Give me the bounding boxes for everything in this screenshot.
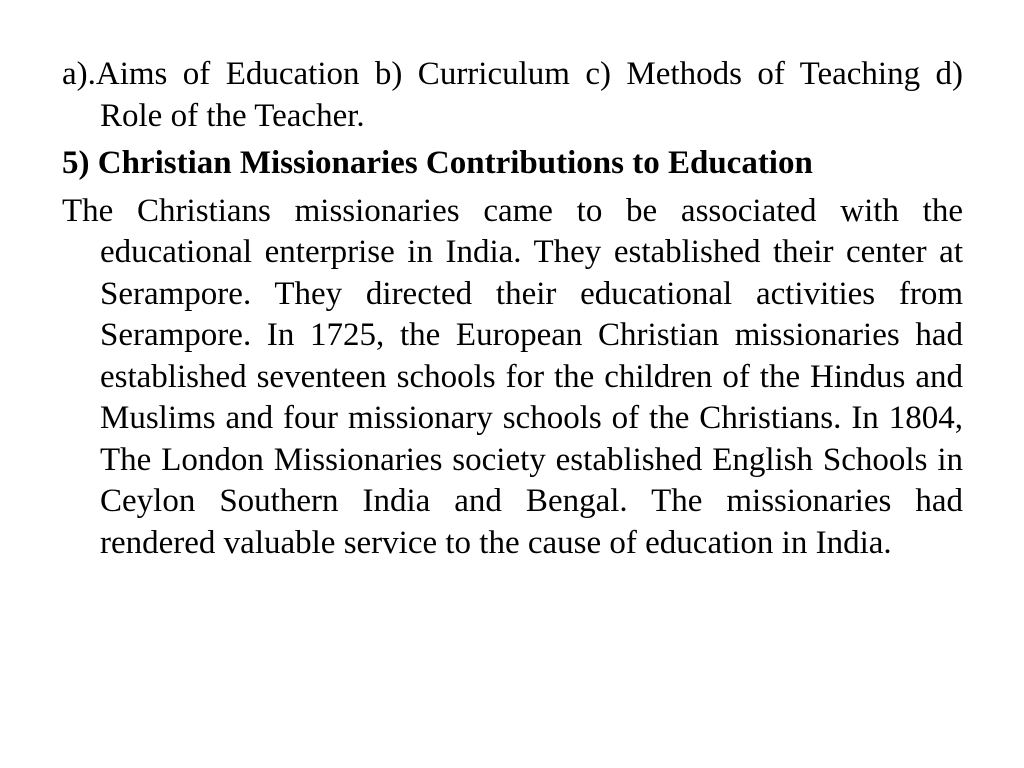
section-heading: 5) Christian Missionaries Contributions to Education — [62, 145, 813, 181]
intro-paragraph: a).Aims of Education b) Curriculum c) Methods of Teaching d) Role of the Teacher. — [62, 56, 963, 134]
body-paragraph: The Christians missionaries came to be associated with the educational enterprise in India. They established their center at Serampore. They directed their educational activities from Serampore. In 1725, the European Christian missionaries had established seventeen schools for the children of the Hindus and Muslims and four missionary schools of the Christians. In 1804, The London Missionaries society established English Schools in Ceylon Southern India and Bengal. The missionaries had rendered valuable service to the cause of education in India. — [62, 192, 963, 561]
slide-content — [62, 54, 963, 570]
